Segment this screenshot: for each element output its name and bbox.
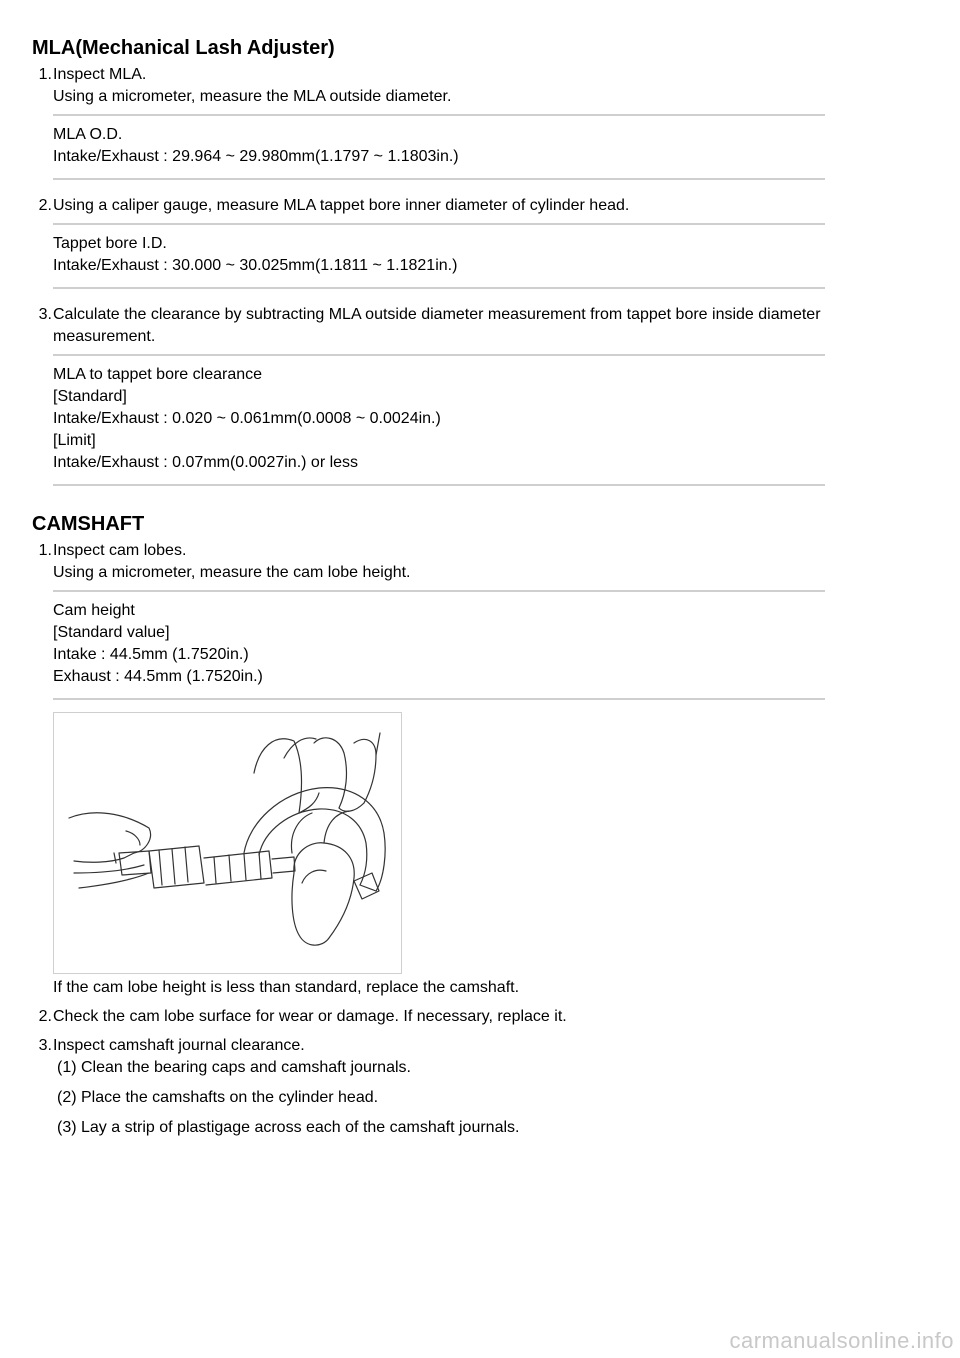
spec-line: Tappet bore I.D.: [53, 235, 167, 252]
step-text: measurement.: [53, 328, 156, 345]
section-title-mla: MLA(Mechanical Lash Adjuster): [32, 37, 335, 59]
spec-line: [Standard]: [53, 388, 127, 405]
substep-text: (2) Place the camshafts on the cylinder head.: [57, 1089, 379, 1106]
step-text: Using a micrometer, measure the MLA outside diameter.: [53, 88, 452, 105]
section-title-camshaft: CAMSHAFT: [32, 513, 145, 535]
spec-line: [Limit]: [53, 432, 96, 449]
step-text: Inspect MLA.: [53, 66, 147, 83]
spec-line: Intake/Exhaust : 29.964 ~ 29.980mm(1.1797 ~ 1.1803in.): [53, 148, 459, 165]
spec-line: [Standard value]: [53, 624, 170, 641]
step-text: Using a caliper gauge, measure MLA tappet bore inner diameter of cylinder head.: [53, 197, 630, 214]
step-text: Calculate the clearance by subtracting MLA outside diameter measurement from tappet bore inside diameter: [53, 306, 821, 323]
spec-box: [53, 114, 825, 180]
note-text: If the cam lobe height is less than standard, replace the camshaft.: [53, 979, 520, 996]
step-number: 3.: [38, 306, 52, 323]
step-number: 2.: [38, 1008, 52, 1025]
spec-line: MLA O.D.: [53, 126, 123, 143]
spec-line: Exhaust : 44.5mm (1.7520in.): [53, 668, 263, 685]
substep-text: (1) Clean the bearing caps and camshaft journals.: [57, 1059, 411, 1076]
step-text: Using a micrometer, measure the cam lobe height.: [53, 564, 411, 581]
spec-line: MLA to tappet bore clearance: [53, 366, 263, 383]
spec-line: Intake/Exhaust : 0.07mm(0.0027in.) or less: [53, 454, 359, 471]
spec-line: Intake/Exhaust : 0.020 ~ 0.061mm(0.0008 ~ 0.0024in.): [53, 410, 441, 427]
spec-line: Intake : 44.5mm (1.7520in.): [53, 646, 249, 663]
spec-box: [53, 223, 825, 289]
spec-line: Intake/Exhaust : 30.000 ~ 30.025mm(1.1811 ~ 1.1821in.): [53, 257, 458, 274]
watermark: carmanualsonline.info: [729, 1328, 954, 1353]
spec-line: Cam height: [53, 602, 135, 619]
step-number: 2.: [38, 197, 52, 214]
step-number: 3.: [38, 1037, 52, 1054]
step-text: Inspect cam lobes.: [53, 542, 187, 559]
step-text: Check the cam lobe surface for wear or damage. If necessary, replace it.: [53, 1008, 567, 1025]
spec-box: [53, 354, 825, 486]
step-number: 1.: [38, 66, 52, 83]
spec-box: [53, 590, 825, 700]
step-text: Inspect camshaft journal clearance.: [53, 1037, 305, 1054]
substep-text: (3) Lay a strip of plastigage across each of the camshaft journals.: [57, 1119, 520, 1136]
micrometer-cam-lobe-illustration: [53, 712, 402, 974]
step-number: 1.: [38, 542, 52, 559]
